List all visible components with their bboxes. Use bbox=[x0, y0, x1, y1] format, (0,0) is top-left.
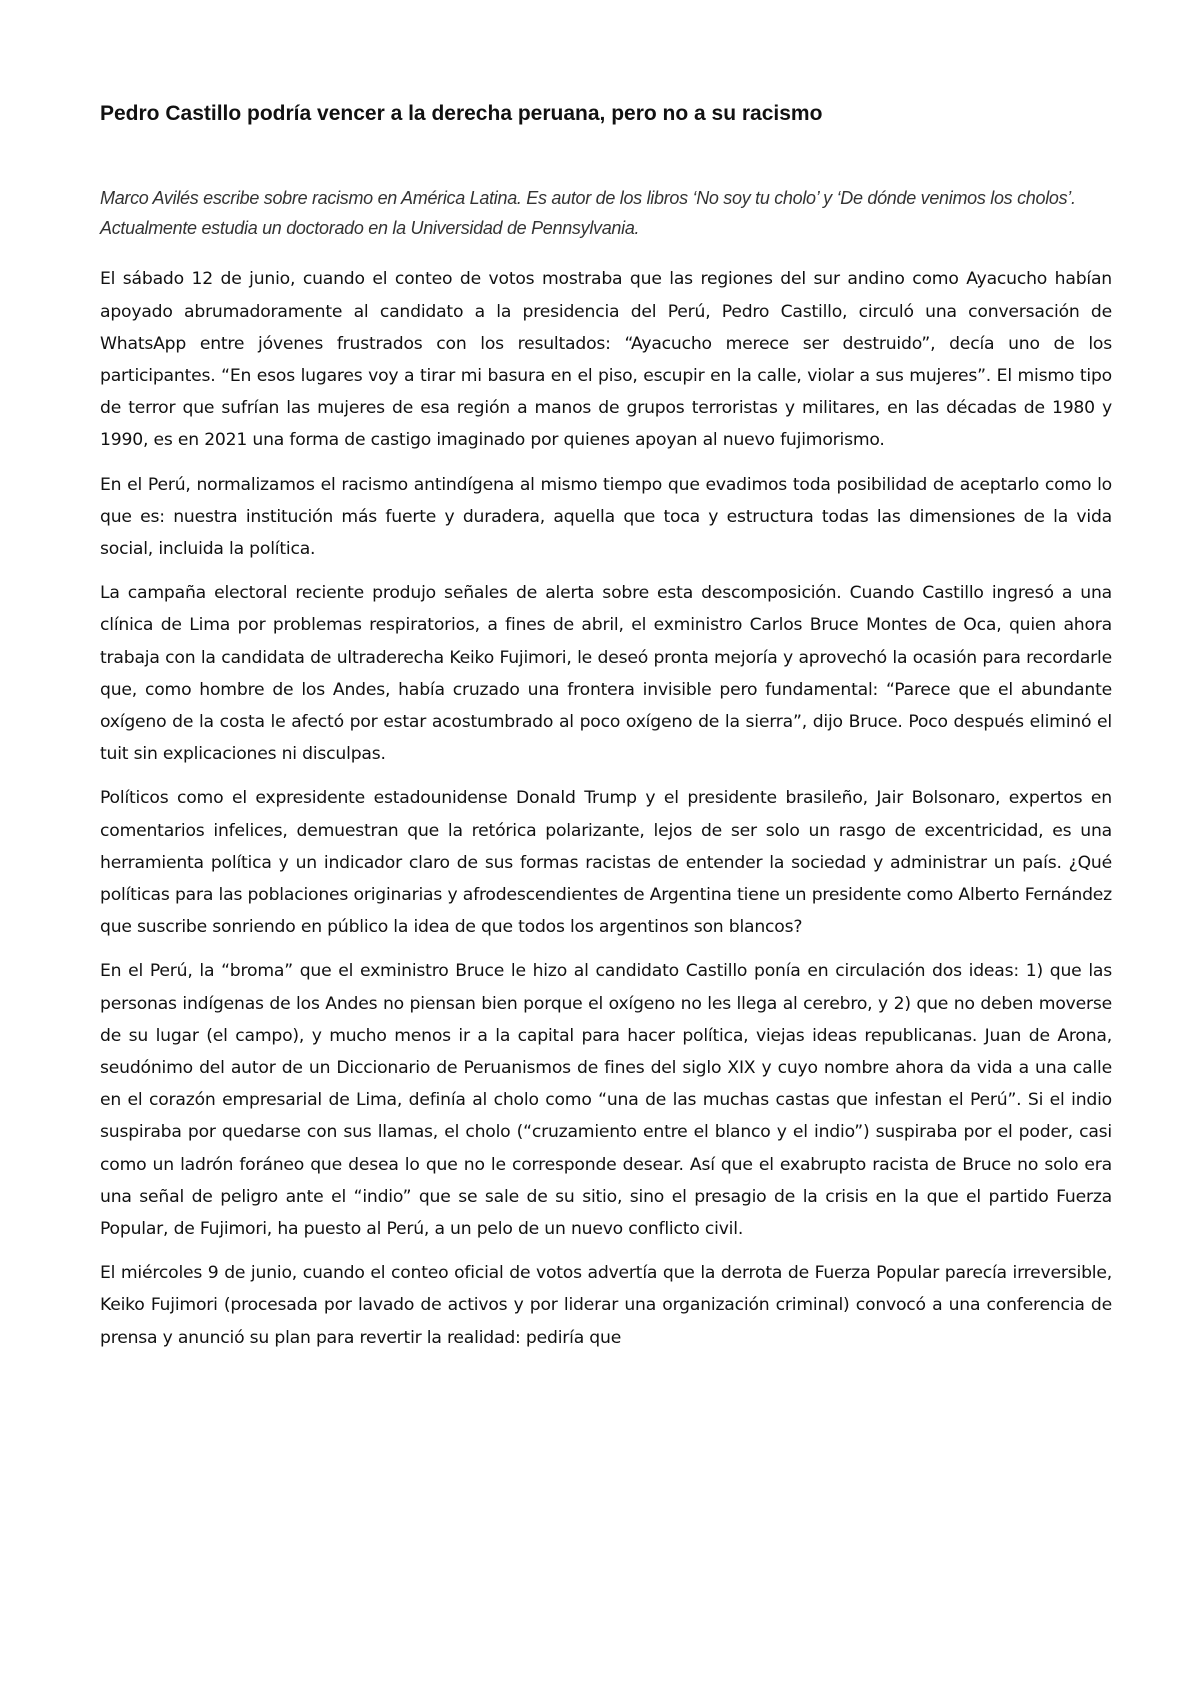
article-body bbox=[100, 100, 1112, 1366]
author-byline: Marco Avilés escribe sobre racismo en América Latina. Es autor de los libros ‘No soy tu cholo’ y ‘De dónde venimos los cholos’. Actualmente estudia un doctorado en la Universidad de Pennsylvania. bbox=[100, 188, 1076, 239]
paragraph-4: Políticos como el expresidente estadounidense Donald Trump y el presidente brasileño, Jair Bolsonaro, expertos en comentarios infelices, demuestran que la retórica polarizante, lejos de ser solo un rasgo de excentricidad, es una herramienta política y un indicador claro de sus formas racistas de entender la sociedad y administrar un país. ¿Qué políticas para las poblaciones originarias y afrodescendientes de Argentina tiene un presidente como Alberto Fernández que suscribe sonriendo en público la idea de que todos los argentinos son blancos? bbox=[100, 788, 1112, 938]
paragraph-3: La campaña electoral reciente produjo señales de alerta sobre esta descomposición. Cuando Castillo ingresó a una clínica de Lima por problemas respiratorios, a fines de abril, el exministro Carlos Bruce Montes de Oca, quien ahora trabaja con la candidata de ultraderecha Keiko Fujimori, le deseó pronta mejoría y aprovechó la ocasión para recordarle que, como hombre de los Andes, había cruzado una frontera invisible pero fundamental: “Parece que el abundante oxígeno de la costa le afectó por estar acostumbrado al poco oxígeno de la sierra”, dijo Bruce. Poco después eliminó el tuit sin explicaciones ni disculpas. bbox=[100, 583, 1112, 765]
paragraph-1: El sábado 12 de junio, cuando el conteo de votos mostraba que las regiones del sur andino como Ayacucho habían apoyado abrumadoramente al candidato a la presidencia del Perú, Pedro Castillo, circuló una conversación de WhatsApp entre jóvenes frustrados con los resultados: “Ayacucho merece ser destruido”, decía uno de los participantes. “En esos lugares voy a tirar mi basura en el piso, escupir en la calle, violar a sus mujeres”. El mismo tipo de terror que sufrían las mujeres de esa región a manos de grupos terroristas y militares, en las décadas de 1980 y 1990, es en 2021 una forma de castigo imaginado por quienes apoyan al nuevo fujimorismo. bbox=[100, 269, 1112, 451]
article-title: Pedro Castillo podría vencer a la derecha peruana, pero no a su racismo bbox=[100, 102, 823, 125]
paragraph-6: El miércoles 9 de junio, cuando el conteo oficial de votos advertía que la derrota de Fuerza Popular parecía irreversible, Keiko Fujimori (procesada por lavado de activos y por liderar una organización criminal) convocó a una conferencia de prensa y anunció su plan para revertir la realidad: pediría que bbox=[100, 1263, 1112, 1348]
paragraph-2: En el Perú, normalizamos el racismo antindígena al mismo tiempo que evadimos toda posibilidad de aceptarlo como lo que es: nuestra institución más fuerte y duradera, aquella que toca y estructura todas las dimensiones de la vida social, incluida la política. bbox=[100, 474, 1112, 559]
paragraph-5: En el Perú, la “broma” que el exministro Bruce le hizo al candidato Castillo ponía en circulación dos ideas: 1) que las personas indígenas de los Andes no piensan bien porque el oxígeno no les llega al cerebro, y 2) que no deben moverse de su lugar (el campo), y mucho menos ir a la capital para hacer política, viejas ideas republicanas. Juan de Arona, seudónimo del autor de un Diccionario de Peruanismos de fines del siglo XIX y cuyo nombre ahora da vida a una calle en el corazón empresarial de Lima, definía al cholo como “una de las muchas castas que infestan el Perú”. Si el indio suspiraba por quedarse con sus llamas, el cholo (“cruzamiento entre el blanco y el indio”) suspiraba por el poder, casi como un ladrón foráneo que desea lo que no le corresponde desear. Así que el exabrupto racista de Bruce no solo era una señal de peligro ante el “indio” que se sale de su sitio, sino el presagio de la crisis en la que el partido Fuerza Popular, de Fujimori, ha puesto al Perú, a un pelo de un nuevo conflicto civil. bbox=[100, 961, 1112, 1239]
